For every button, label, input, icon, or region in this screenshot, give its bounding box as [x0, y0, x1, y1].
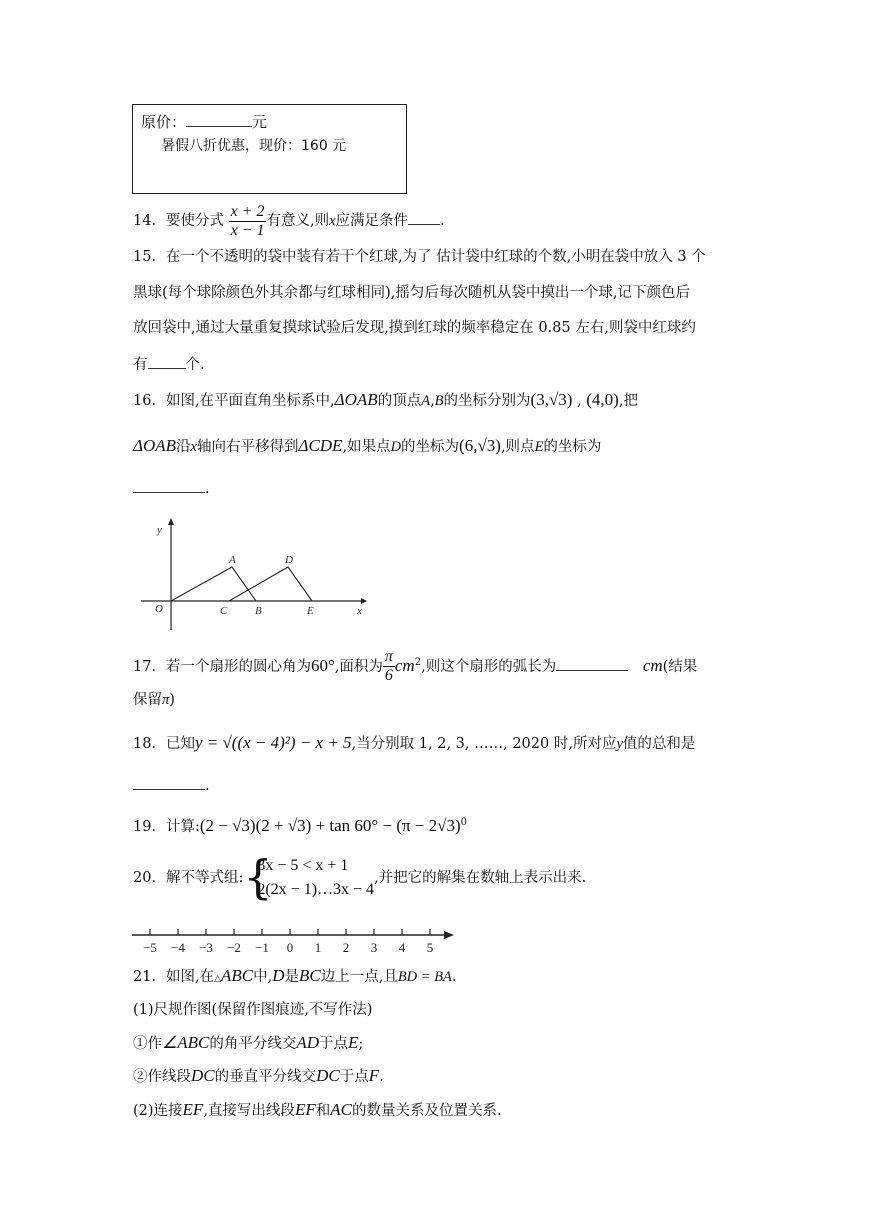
question-18-line-1	[133, 733, 695, 754]
q21-point-f: F	[368, 1066, 380, 1085]
q17-text: 17．若一个扇形的圆心角为	[133, 658, 311, 675]
q18-y-var: y	[616, 736, 623, 752]
label-c: C	[220, 605, 228, 617]
q16-text-8: 的坐标为	[401, 439, 460, 455]
q18-blank	[133, 775, 205, 790]
q16-triangle-oab: ΔOAB	[334, 390, 378, 409]
y-axis-arrow	[168, 518, 174, 525]
number-line-label: −5	[143, 940, 157, 955]
q17-fraction	[383, 648, 395, 685]
price-blank	[186, 112, 252, 127]
q16-triangle-oab-2: ΔOAB	[133, 436, 177, 455]
number-line-label: −2	[227, 940, 241, 955]
q17-text-2: ,面积为	[334, 658, 383, 675]
price-unit: 元	[252, 113, 268, 131]
q16-point-b: B	[434, 393, 444, 409]
x-axis-arrow	[361, 598, 367, 604]
label-e: E	[307, 605, 314, 617]
number-line-label: −4	[171, 940, 185, 955]
q14-number: 14．	[133, 213, 166, 229]
q16-text-4: ,把	[618, 393, 638, 409]
q17-text-5: 保留	[133, 692, 162, 708]
question-21-line-1: 21．如图,在△ABC中,D是BC边上一点,且BD = BA.	[133, 966, 457, 985]
q21-step2-text: ②作线段	[133, 1069, 191, 1085]
label-y: y	[157, 524, 162, 536]
q21-ac: AC	[330, 1100, 352, 1119]
q18-text-2: ,当分别取 1, 2, 3, ……, 2020 时,所对应	[351, 736, 617, 752]
number-line-label: 1	[314, 940, 322, 955]
q14-blank	[408, 210, 440, 225]
q21-dc: DC	[191, 1066, 215, 1085]
q20-inequality-system	[243, 850, 375, 904]
question-21-step-2	[133, 1066, 384, 1087]
label-o: O	[155, 603, 163, 615]
q20-text: 20．解不等式组:	[133, 870, 244, 886]
number-line-label: 4	[398, 940, 406, 955]
q21-ad: AD	[296, 1033, 320, 1052]
question-15-line-1: 15．在一个不透明的袋中装有若干个红球,为了 估计袋中红球的个数,小明在袋中放入 3 个	[133, 249, 706, 265]
q17-unit-2: cm	[642, 655, 663, 675]
q17-frac-num: π	[384, 648, 393, 666]
q21-step1-text-2: 的角平分线交	[209, 1036, 297, 1052]
q19-sup: 0	[460, 817, 468, 828]
q21-bc: BC	[298, 966, 321, 985]
q14-frac-num: x + 2	[230, 202, 265, 220]
q16-comma: ,	[430, 393, 435, 409]
q21-part2-text-4: 的数量关系及位置关系.	[351, 1103, 502, 1119]
price-line-2: 暑假八折优惠，现价：160 元	[161, 138, 347, 154]
q19-expression: (2 − √3)(2 + √3) + tan 60° − (π − 2√3)	[199, 815, 461, 835]
q14-var: x	[329, 213, 336, 229]
q21-triangle: ABC	[220, 966, 254, 985]
label-x: x	[357, 605, 362, 617]
question-17-line-1	[133, 640, 697, 686]
number-line-label: 3	[370, 940, 378, 955]
q21-step1-text: ①作	[133, 1036, 162, 1052]
q16-text-7: ,如果点	[342, 439, 391, 455]
coordinate-figure	[135, 515, 370, 640]
q21-text-3: 是	[284, 969, 299, 985]
q17-unit: cm	[394, 655, 415, 675]
q16-text-9: ,则点	[500, 439, 535, 455]
q21-text-2: 中,	[253, 969, 273, 985]
question-16-line-2	[133, 436, 601, 457]
question-21-part-2	[133, 1100, 502, 1121]
q16-point-e: E	[534, 439, 544, 455]
q16-coord-d: (6,√3)	[459, 436, 501, 455]
q21-angle: ∠ABC	[162, 1033, 210, 1052]
question-19	[133, 813, 467, 837]
q20-brace: {	[243, 850, 273, 904]
q14-text-2: 有意义,则	[266, 213, 330, 229]
q18-text-3: 值的总和是	[622, 736, 696, 752]
q16-text-5: 沿	[176, 439, 191, 455]
q21-dc-2: DC	[316, 1066, 340, 1085]
q21-ef: EF	[182, 1100, 204, 1119]
q15-text: 有	[133, 357, 148, 373]
q20-text-2: ,并把它的解集在数轴上表示出来.	[374, 870, 587, 886]
number-line-label: 2	[342, 940, 350, 955]
q14-fraction	[229, 203, 267, 240]
q16-text: 16．如图,在平面直角坐标系中,	[133, 393, 335, 409]
q21-text-4: 边上一点,且	[320, 969, 398, 985]
q21-equation: BD = BA	[397, 969, 452, 985]
q18-expression: y = √((x − 4)²) − x + 5	[194, 733, 352, 752]
q21-end: .	[451, 969, 457, 985]
question-18-line-2	[133, 775, 210, 796]
question-21-step-1	[133, 1033, 363, 1054]
q17-sup: 2	[414, 657, 422, 668]
question-15-line-2: 黑球(每个球除颜色外其余都与红球相同),摇匀后每次随机从袋中摸出一个球,记下颜色后	[133, 285, 691, 301]
q14-end: .	[440, 213, 445, 229]
q16-point-a: A	[421, 393, 431, 409]
q20-inequality-2: 2(2x − 1)…3x − 4	[257, 881, 375, 898]
q21-part2-text-2: ,直接写出线段	[203, 1103, 295, 1119]
q15-blank	[148, 354, 186, 369]
q17-text-4: (结果	[662, 658, 698, 675]
label-a: A	[229, 554, 236, 566]
question-15-line-3: 放回袋中,通过大量重复摸球试验后发现,摸到红球的频率稳定在 0.85 左右,则袋中红球约	[133, 320, 696, 336]
number-line-label: −3	[199, 940, 213, 955]
q16-text-2: 的顶点	[377, 393, 422, 409]
question-16-line-3	[133, 478, 210, 499]
q21-step2-text-3: 于点	[339, 1069, 369, 1085]
q16-triangle-cde: ΔCDE	[298, 436, 343, 455]
q18-end: .	[205, 778, 210, 794]
q16-end: .	[205, 481, 210, 497]
q17-text-6: )	[169, 692, 175, 708]
price-box	[132, 104, 407, 194]
q14-text: 要使分式	[165, 213, 224, 229]
q21-step2-text-2: 的垂直平分线交	[214, 1069, 317, 1085]
q16-blank	[133, 478, 205, 493]
price-label: 原价：	[141, 113, 187, 131]
q16-text-10: 的坐标为	[543, 439, 602, 455]
q21-part2-text: (2)连接	[133, 1103, 183, 1119]
q21-point-d: D	[272, 966, 285, 985]
q16-x-var: x	[190, 439, 197, 455]
question-20	[133, 852, 586, 904]
q17-angle: 60°	[310, 655, 335, 675]
q21-point-e: E	[348, 1033, 359, 1052]
q21-part2-text-3: 和	[315, 1103, 331, 1119]
question-14	[133, 199, 445, 243]
q16-point-d: D	[390, 439, 402, 455]
q14-text-3: 应满足条件	[335, 213, 409, 229]
q16-coord-a: (3,√3)	[530, 390, 573, 409]
q17-pi: π	[162, 692, 170, 708]
q17-frac-den: 6	[383, 666, 395, 685]
q16-text-3: 的坐标分别为	[443, 393, 531, 409]
q16-coord-b: (4,0)	[586, 390, 619, 409]
question-15-line-4	[133, 354, 205, 375]
q19-text: 19．计算:	[133, 818, 200, 835]
q18-text: 18．已知	[133, 736, 195, 752]
question-16-line-1: 16．如图,在平面直角坐标系中,ΔOAB的顶点A,B的坐标分别为(3,√3) , (4,0),把	[133, 390, 638, 409]
triangle-cde	[229, 567, 312, 601]
price-line-1	[141, 111, 267, 132]
q21-text: 21．如图,在	[133, 969, 215, 985]
number-line-label: 0	[286, 940, 294, 955]
label-d: D	[285, 554, 293, 566]
number-line-arrow	[444, 931, 454, 939]
label-b: B	[255, 605, 262, 617]
q21-step1-text-3: 于点	[319, 1036, 349, 1052]
q15-end: 个.	[185, 357, 205, 373]
q16-text-6: 轴向右平移得到	[196, 439, 299, 455]
q17-text-3: ,则这个扇形的弧长为	[421, 658, 557, 675]
question-21-part-1: (1)尺规作图(保留作图痕迹,不写作法)	[133, 1002, 373, 1018]
number-line	[130, 925, 460, 957]
number-line-label: −1	[255, 940, 269, 955]
q21-step2-end: .	[379, 1069, 384, 1085]
q14-frac-den: x − 1	[230, 221, 265, 239]
q20-inequality-1: 3x − 5 < x + 1	[257, 857, 349, 874]
q21-step1-end: ;	[358, 1036, 364, 1052]
q17-blank	[556, 656, 628, 671]
number-line-label: 5	[426, 940, 434, 955]
q21-ef-2: EF	[294, 1100, 316, 1119]
question-17-line-2	[133, 690, 175, 710]
triangle-oab	[171, 567, 256, 601]
